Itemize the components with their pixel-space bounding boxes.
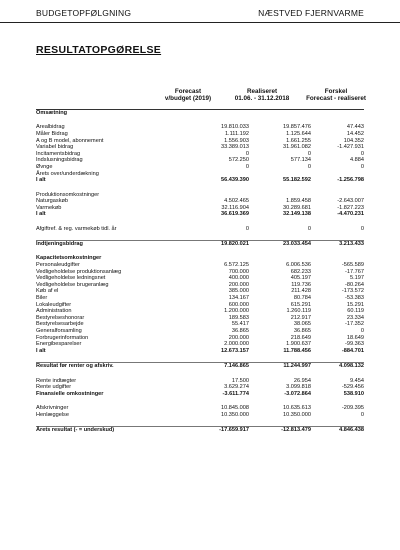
forskel-value: 538.910 — [343, 390, 364, 397]
forskel-value: 104.352 — [343, 137, 364, 144]
table-row — [36, 192, 364, 199]
spacer-row — [36, 248, 364, 256]
forecast-value: 55.417 — [231, 321, 249, 328]
row-label: Årets over/underdækning — [36, 170, 99, 177]
forskel-value: -565.589 — [341, 262, 364, 269]
realiseret-value: 682.233 — [290, 268, 311, 275]
forskel-value: -1.427.931 — [337, 144, 364, 151]
forskel-value: 4.098.132 — [339, 363, 364, 370]
realiseret-value: 55.182.592 — [283, 177, 311, 184]
forskel-value: -4.470.231 — [337, 211, 364, 218]
table-row — [36, 302, 364, 309]
forskel-value: -1.827.223 — [337, 204, 364, 211]
forskel-value: 14.452 — [346, 130, 364, 137]
row-label: Varmekøb — [36, 204, 62, 211]
realiseret-value: 0 — [307, 163, 311, 170]
forskel-value: 0 — [360, 328, 364, 335]
table-row — [36, 110, 364, 117]
spacer-row — [36, 397, 364, 405]
realiseret-value: 1.859.458 — [286, 198, 311, 205]
spacer-row — [36, 232, 364, 240]
row-label: Personaleudgifter — [36, 262, 80, 269]
row-label: Incitamentsbidrag — [36, 150, 81, 157]
forskel-value: 3.213.433 — [339, 241, 364, 248]
realiseret-value: 0 — [307, 225, 311, 232]
row-label: I alt — [36, 211, 46, 218]
row-label: Afgiftref. & reg. varmekøb tidl. år — [36, 225, 117, 232]
forecast-value: 0 — [245, 225, 249, 232]
table-row — [36, 362, 364, 370]
row-label: Variabel bidrag — [36, 144, 74, 151]
forecast-value: 385.000 — [228, 288, 249, 295]
row-label: Måler Bidrag — [36, 130, 68, 137]
realiseret-value: 23.033.454 — [283, 241, 311, 248]
table-row — [36, 269, 364, 276]
spacer-row — [36, 184, 364, 192]
realiseret-value: 6.006.536 — [286, 262, 311, 269]
row-label: A og B model, abonnement — [36, 137, 104, 144]
row-label: Øvnge — [36, 163, 53, 170]
header-left-text: BUDGETOPFØLGNING — [36, 8, 132, 18]
forskel-value: -884.701 — [341, 347, 364, 354]
row-label: I alt — [36, 347, 46, 354]
realiseret-value: 38.065 — [293, 321, 311, 328]
forskel-value: -1.256.798 — [337, 177, 364, 184]
realiseret-value: 10.350.000 — [283, 411, 311, 418]
forskel-value: -53.383 — [345, 295, 364, 302]
forskel-value: -2.643.007 — [337, 198, 364, 205]
spacer-row — [36, 117, 364, 125]
table-row — [36, 144, 364, 151]
table-row — [36, 412, 364, 419]
row-label: Henlæggelse — [36, 411, 69, 418]
spacer-row — [36, 370, 364, 378]
realiseret-value: 31.961.082 — [283, 144, 311, 151]
forskel-value: 18.649 — [346, 334, 364, 341]
table-row — [36, 131, 364, 138]
row-label: Generalforsamling — [36, 328, 82, 335]
forecast-value: 0 — [245, 163, 249, 170]
column-header-line2: Forecast - realiseret — [306, 95, 366, 103]
table-row — [36, 211, 364, 218]
table-row — [36, 295, 364, 302]
row-label: Rente indtægter — [36, 377, 77, 384]
table-row — [36, 205, 364, 212]
forskel-value: 4.884 — [350, 157, 364, 164]
row-label: Produktionsomkostninger — [36, 191, 100, 198]
table-row — [36, 240, 364, 248]
realiseret-value: -12.813.479 — [281, 427, 311, 434]
forskel-value: -80.264 — [345, 281, 364, 288]
column-header-line2: v/budget (2019) — [164, 95, 212, 103]
realiseret-value: 405.197 — [290, 275, 311, 282]
row-label: Biler — [36, 295, 48, 302]
realiseret-value: 19.857.476 — [283, 124, 311, 131]
realiseret-value: 1.260.119 — [286, 308, 311, 315]
realiseret-value: 3.099.818 — [286, 384, 311, 391]
row-label: Indslusningsbidrag — [36, 157, 83, 164]
forecast-value: 10.845.008 — [221, 405, 249, 412]
forecast-value: 1.556.903 — [224, 137, 249, 144]
table-row — [36, 378, 364, 385]
table-row — [36, 198, 364, 205]
forskel-value: -99.363 — [345, 341, 364, 348]
row-label: Vedligeholdelse produktionsanlæg — [36, 268, 122, 275]
row-label: Lokaleudgifter — [36, 301, 72, 308]
realiseret-value: 32.149.138 — [283, 211, 311, 218]
forecast-value: 3.629.274 — [224, 384, 249, 391]
forecast-value: 12.673.157 — [221, 347, 249, 354]
forecast-value: 56.439.390 — [221, 177, 249, 184]
row-label: Vedligeholdelse brugeranlæg — [36, 281, 109, 288]
forskel-value: 47.443 — [346, 124, 364, 131]
forskel-value: -173.572 — [341, 288, 364, 295]
table-row — [36, 288, 364, 295]
spacer-row — [36, 418, 364, 426]
forecast-value: -17.659.917 — [219, 427, 249, 434]
forecast-value: 0 — [245, 150, 249, 157]
column-header-forskel — [296, 88, 376, 103]
forecast-value: 19.820.021 — [221, 241, 249, 248]
forecast-value: 36.865 — [231, 328, 249, 335]
table-row — [36, 315, 364, 322]
table-row — [36, 405, 364, 412]
column-header-line1: Forecast — [174, 88, 202, 95]
realiseret-value: 218.649 — [290, 334, 311, 341]
forecast-value: 19.810.033 — [221, 124, 249, 131]
forskel-value: 60.119 — [347, 308, 364, 315]
table-row — [36, 177, 364, 184]
realiseret-value: 1.125.644 — [286, 130, 311, 137]
table-row — [36, 348, 364, 355]
realiseret-value: 212.917 — [290, 314, 311, 321]
forecast-value: 200.000 — [228, 281, 249, 288]
table-row — [36, 226, 364, 233]
row-label: Bestyrelseshonorar — [36, 314, 85, 321]
table-row — [36, 384, 364, 391]
row-label: Energibesparelser — [36, 341, 82, 348]
forecast-value: 600.000 — [228, 301, 249, 308]
forecast-value: 2.000.000 — [224, 341, 249, 348]
row-label: Omsætning — [36, 110, 68, 116]
income-statement-table — [36, 110, 364, 434]
forecast-value: 33.389.013 — [221, 144, 249, 151]
forecast-value: 200.000 — [228, 334, 249, 341]
column-header-line1: Realiseret — [246, 88, 278, 95]
forecast-value: 134.167 — [228, 295, 249, 302]
realiseret-value: 577.134 — [290, 157, 311, 164]
forecast-value: 572.250 — [228, 157, 249, 164]
realiseret-value: 1.661.255 — [286, 137, 311, 144]
row-label: Naturgaskøb — [36, 198, 69, 205]
forecast-value: 1.200.000 — [224, 308, 249, 315]
forecast-value: 10.350.000 — [221, 411, 249, 418]
realiseret-value: 11.244.997 — [283, 363, 311, 370]
forskel-value: 0 — [360, 163, 364, 170]
column-header-forecast — [150, 88, 226, 103]
forecast-value: 189.583 — [228, 314, 249, 321]
forskel-value: -17.352 — [345, 321, 364, 328]
row-label: Årets resultat (- = underskud) — [36, 427, 115, 434]
header-right-text: NÆSTVED FJERNVARME — [258, 8, 364, 18]
forskel-value: 9.454 — [350, 377, 364, 384]
row-label: Afskrivninger — [36, 405, 69, 412]
forecast-value: 17.500 — [231, 377, 249, 384]
table-row — [36, 321, 364, 328]
realiseret-value: 80.784 — [293, 295, 311, 302]
realiseret-value: 211.428 — [291, 288, 311, 295]
forecast-value: 6.572.125 — [224, 262, 249, 269]
row-label: Indtjeningsbidrag — [36, 241, 83, 248]
forecast-value: 1.111.192 — [224, 130, 249, 137]
forecast-value: 32.116.904 — [221, 204, 249, 211]
table-row — [36, 335, 364, 342]
table-row — [36, 255, 364, 262]
table-row — [36, 426, 364, 434]
realiseret-value: -3.072.864 — [284, 390, 311, 397]
spacer-row — [36, 354, 364, 362]
row-label: Kapacitetsomkostninger — [36, 255, 102, 262]
row-label: Bestyrelsesarbejde — [36, 321, 84, 328]
forecast-value: 36.619.369 — [221, 211, 249, 218]
forskel-value: -529.456 — [341, 384, 364, 391]
table-row — [36, 157, 364, 164]
table-row — [36, 171, 364, 178]
table-row — [36, 391, 364, 398]
forecast-value: 7.146.865 — [224, 363, 249, 370]
row-label: Finansielle omkostninger — [36, 390, 104, 397]
realiseret-value: 10.635.613 — [283, 405, 311, 412]
page-header — [0, 0, 400, 23]
table-row — [36, 164, 364, 171]
table-row — [36, 138, 364, 145]
column-header-realiseret — [222, 88, 302, 103]
row-label: Køb af el — [36, 288, 59, 295]
forskel-value: 5.197 — [350, 275, 364, 282]
column-header-line1: Forskel — [324, 88, 348, 95]
row-label: I alt — [36, 177, 46, 184]
forskel-value: 0 — [360, 150, 364, 157]
forecast-value: -3.611.774 — [222, 390, 249, 397]
row-label: Arealbidrag — [36, 124, 65, 131]
table-row — [36, 262, 364, 269]
column-header-line2: 01.06. - 31.12.2018 — [234, 95, 290, 103]
forskel-value: -17.767 — [345, 268, 364, 275]
row-label: Administration — [36, 308, 72, 315]
row-label: Rente udgifter — [36, 384, 72, 391]
table-row — [36, 308, 364, 315]
forskel-value: 0 — [360, 225, 364, 232]
forskel-value: 0 — [360, 411, 364, 418]
realiseret-value: 11.788.456 — [283, 347, 311, 354]
row-label: Vedligeholdelse ledningsnet — [36, 275, 106, 282]
realiseret-value: 36.865 — [293, 328, 311, 335]
row-label: Forbrugerinformation — [36, 334, 89, 341]
table-row — [36, 341, 364, 348]
forskel-value: -209.395 — [341, 405, 364, 412]
table-row — [36, 151, 364, 158]
forskel-value: 4.846.438 — [339, 427, 364, 434]
forskel-value: 23.334 — [346, 314, 364, 321]
realiseret-value: 0 — [307, 150, 311, 157]
forecast-value: 4.502.465 — [224, 198, 249, 205]
table-row — [36, 124, 364, 131]
realiseret-value: 26.954 — [293, 377, 311, 384]
table-row — [36, 275, 364, 282]
realiseret-value: 119.736 — [291, 281, 311, 288]
report-title: RESULTATOPGØRELSE — [36, 44, 162, 56]
row-label: Resultat før renter og afskriv. — [36, 363, 114, 370]
forecast-value: 700.000 — [228, 268, 249, 275]
realiseret-value: 615.291 — [290, 301, 311, 308]
realiseret-value: 1.900.637 — [286, 341, 311, 348]
table-row — [36, 282, 364, 289]
table-row — [36, 328, 364, 335]
forskel-value: 15.291 — [346, 301, 364, 308]
spacer-row — [36, 218, 364, 226]
forecast-value: 400.000 — [228, 275, 249, 282]
realiseret-value: 30.289.681 — [283, 204, 311, 211]
